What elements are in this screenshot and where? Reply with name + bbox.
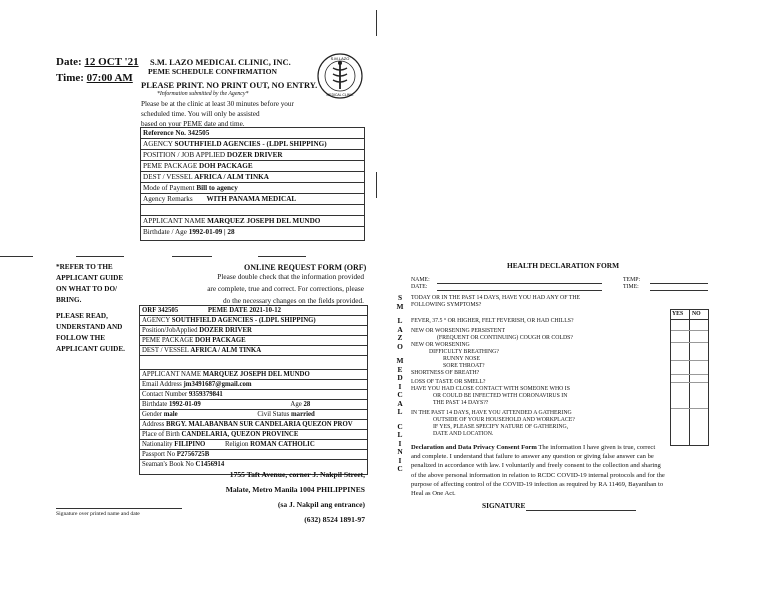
symptom-item: RUNNY NOSE	[443, 356, 480, 362]
signature-input-line	[526, 510, 636, 511]
symptom-item: SORE THROAT?	[443, 363, 485, 369]
orf-religion-label: Religion	[224, 441, 249, 448]
orf-birth-label: Birthdate	[142, 401, 168, 408]
symptom-item: NEW OR WORSENING	[411, 342, 470, 348]
seal-bottom-text: MEDICAL CLINIC	[326, 93, 354, 97]
vertical-letter: A	[397, 324, 403, 334]
print-notice: PLEASE PRINT. NO PRINT OUT, NO ENTRY.	[141, 80, 318, 90]
symptom-item: SHORTNESS OF BREATH?	[411, 370, 480, 376]
orf-civil-label: Civil Status	[257, 411, 290, 418]
vertical-letter: A	[397, 398, 403, 408]
orf-blank-row	[140, 356, 367, 370]
orf-intro-line: are complete, true and correct. For corrections, please	[207, 284, 364, 293]
guide-line: ON WHAT TO DO/	[56, 285, 118, 293]
dest-label: DEST / VESSEL	[143, 173, 193, 181]
symptom-item: FEVER, 37.5 ° OR HIGHER, FELT FEVERISH, OR HAD CHILLS?	[411, 318, 574, 324]
orf-position-value: DOZER DRIVER	[199, 327, 252, 334]
vertical-letter: C	[397, 421, 403, 431]
orf-position-row	[140, 326, 367, 336]
time-value: 07:00 AM	[86, 72, 133, 84]
orf-position-label: Position/JobApplied	[142, 327, 198, 334]
instruction-line: based on your PEME date and time.	[141, 120, 245, 128]
orf-contact-row	[140, 390, 367, 400]
address-line: (sa J. Nakpil ang entrance)	[277, 500, 365, 509]
vertical-letter: I	[398, 455, 402, 465]
payment-value: Bill to agency	[196, 184, 238, 192]
agency-value: SOUTHFIELD AGENCIES - (LDPL SHIPPING)	[174, 140, 327, 148]
date-field	[56, 56, 139, 68]
orf-applicant-label: APPLICANT NAME	[142, 371, 201, 378]
date-label: Date:	[56, 56, 82, 68]
consent-line: purpose of affecting control of the COVID-19 infection as required by RA 11469, Bayanihan to	[411, 480, 664, 488]
dest-value: AFRICA / ALM TINKA	[194, 173, 269, 181]
peme-date-label: PEME DATE	[207, 307, 248, 314]
remarks-row	[141, 194, 364, 205]
orf-address-value: BRGY. MALABANBAN SUR CANDELARIA QUEZON PROV	[165, 421, 353, 428]
orf-number-label: ORF	[142, 307, 157, 314]
orf-gender-label: Gender	[142, 411, 163, 418]
orf-gender-value: male	[163, 411, 178, 418]
name-input-line	[437, 283, 602, 284]
vertical-letter: M	[396, 356, 404, 365]
address-line: (632) 8524 1891-97	[304, 515, 365, 524]
yes-no-row-line	[671, 374, 708, 375]
symptom-list	[411, 318, 575, 438]
date-label-hd: DATE:	[411, 284, 428, 290]
symptom-item: (FREQUENT OR CONTINUING) COUGH OR COLDS?	[437, 335, 573, 341]
consent-line: Heal as One Act.	[411, 490, 456, 498]
time-field	[56, 72, 133, 84]
signature-label: SIGNATURE	[482, 501, 526, 510]
symptom-item: HAVE YOU HAD CLOSE CONTACT WITH SOMEONE WHO IS	[411, 386, 570, 392]
orf-passport-row	[140, 450, 367, 460]
orf-nationality-value: FILIPINO	[174, 441, 206, 448]
vertical-letter: I	[398, 438, 402, 448]
symptom-item: OR COULD BE INFECTED WITH CORONAVIRUS IN	[433, 393, 568, 399]
yes-no-row-line	[671, 360, 708, 361]
birth-value: 1992-01-09 | 28	[188, 228, 235, 236]
symptom-item: IN THE PAST 14 DAYS, HAVE YOU ATTENDED A GATHERING	[411, 410, 572, 416]
question-line: TODAY OR IN THE PAST 14 DAYS, HAVE YOU HAD ANY OF THE	[411, 295, 581, 301]
consent-title: Declaration and Data Privacy Consent Form	[411, 444, 537, 451]
orf-applicant-row	[140, 370, 367, 380]
schedule-box	[140, 127, 365, 241]
orf-pob-label: Place of Birth	[142, 431, 180, 438]
orf-pob-value: CANDELARIA, QUEZON PROVINCE	[181, 431, 299, 438]
symptom-item: OUTSIDE OF YOUR HOUSEHOLD AND WORKPLACE?	[433, 417, 575, 423]
vertical-letter: L	[397, 430, 403, 439]
orf-email-label: Email Address	[142, 381, 182, 388]
position-row	[141, 150, 364, 161]
orf-agency-row	[140, 316, 367, 326]
orf-intro	[192, 271, 364, 307]
consent-line: penalized in accordance with law. I voluntarily and freely consent to the collection and sharing	[411, 462, 661, 470]
agency-label: AGENCY	[143, 140, 173, 148]
schedule-title: PEME SCHEDULE CONFIRMATION	[148, 67, 277, 76]
vertical-letter: C	[397, 390, 403, 399]
instruction-line: scheduled time. You will only be assisted	[141, 110, 260, 118]
orf-seaman-label: Seaman's Book No	[142, 461, 194, 468]
vertical-letter: L	[397, 316, 403, 325]
address-line: 1755 Taft Avenue, corner J. Nakpil Street,	[229, 470, 365, 479]
orf-gender-row	[140, 410, 367, 420]
symptom-item: LOSS OF TASTE OR SMELL?	[411, 379, 486, 385]
orf-applicant-value: MARQUEZ JOSEPH DEL MUNDO	[202, 371, 310, 378]
remarks-value: WITH PANAMA MEDICAL	[206, 195, 297, 203]
vertical-letter: E	[397, 364, 403, 374]
package-label: PEME PACKAGE	[143, 162, 198, 170]
fold-line	[376, 10, 377, 36]
birth-row	[141, 227, 364, 238]
yes-no-row-line	[671, 330, 708, 331]
consent-line: and complete. I understand that failure to answer any question or giving false answer can be	[411, 453, 654, 461]
time-label: Time:	[56, 72, 84, 84]
yes-header: YES	[672, 311, 684, 317]
yes-no-row-line	[671, 319, 708, 320]
peme-date-value: 2021-10-12	[249, 307, 282, 314]
consent-line: of the above personal information in relation to RCDC COVID-19 internal protocols and for the	[411, 471, 665, 479]
guide-line: UNDERSTAND AND	[56, 323, 123, 331]
orf-religion-value: ROMAN CATHOLIC	[250, 441, 315, 448]
question-line: FOLLOWING SYMPTOMS?	[411, 302, 482, 308]
orf-dest-value: AFRICA / ALM TINKA	[190, 347, 262, 354]
vertical-letter: C	[397, 464, 403, 473]
vertical-letter: N	[397, 447, 403, 456]
symptom-item: NEW OR WORSENING PERSISTENT	[411, 328, 505, 334]
time-label-hd: TIME:	[623, 284, 639, 290]
consent-paragraph	[411, 443, 665, 498]
reference-value: 342505	[187, 129, 210, 137]
guide-line: APPLICANT GUIDE.	[56, 345, 125, 353]
payment-label: Mode of Payment	[143, 184, 195, 192]
applicant-label: APPLICANT NAME	[143, 217, 206, 225]
orf-package-row	[140, 336, 367, 346]
position-value: DOZER DRIVER	[226, 151, 283, 159]
birth-label: Birthdate / Age	[143, 228, 187, 236]
cut-line	[0, 256, 33, 257]
cut-line	[258, 256, 306, 257]
position-label: POSITION / JOB APPLIED	[143, 151, 226, 159]
date-input-line	[437, 290, 602, 291]
orf-number-value: 342505	[157, 307, 179, 314]
temp-input-line	[650, 283, 708, 284]
vertical-clinic-name	[396, 294, 404, 474]
date-value: 12 OCT '21	[84, 56, 139, 68]
orf-nationality-label: Nationality	[142, 441, 173, 448]
read-guide-text	[56, 311, 125, 355]
dest-row	[141, 172, 364, 183]
blank-row	[141, 205, 364, 216]
yes-no-row-line	[671, 408, 708, 409]
orf-nationality-row	[140, 440, 367, 450]
orf-contact-value: 9359379841	[188, 391, 223, 398]
vertical-letter: O	[397, 341, 403, 351]
name-label: NAME:	[411, 277, 430, 283]
orf-agency-label: AGENCY	[142, 317, 171, 324]
orf-passport-value: P2756725B	[176, 451, 210, 458]
symptom-item: THE PAST 14 DAYS??	[433, 400, 489, 406]
vertical-letter: S	[397, 293, 403, 302]
vertical-letter: Z	[397, 333, 403, 342]
seal-top-text: S.M.LAZO	[330, 56, 350, 61]
time-input-line	[650, 290, 708, 291]
consent-line: The information I have given is true, correct	[538, 444, 656, 451]
vertical-letter: I	[398, 381, 402, 391]
yes-no-row-line	[671, 382, 708, 383]
symptom-item: DATE AND LOCATION.	[433, 431, 494, 437]
vertical-letter: M	[396, 301, 404, 311]
guide-line: BRING.	[56, 296, 82, 304]
agency-row	[141, 139, 364, 150]
orf-address-row	[140, 420, 367, 430]
clinic-instructions	[141, 99, 294, 129]
fold-line	[376, 172, 377, 198]
guide-line: APPLICANT GUIDE	[56, 274, 124, 282]
orf-email-value: jm3491687@gmail.com	[183, 381, 252, 388]
orf-birth-value: 1992-01-09	[169, 401, 201, 408]
orf-package-value: DOH PACKAGE	[195, 337, 246, 344]
orf-email-row	[140, 380, 367, 390]
signature-line	[56, 508, 182, 509]
vertical-letter: L	[397, 407, 403, 416]
clinic-address	[200, 467, 365, 527]
cut-line	[76, 256, 124, 257]
reference-label: Reference No.	[143, 129, 186, 137]
guide-line: *REFER TO THE	[56, 263, 113, 271]
orf-age-label: Age	[290, 401, 302, 408]
symptom-item: IF YES, PLEASE SPECIFY NATURE OF GATHERING,	[433, 424, 569, 430]
orf-table	[139, 305, 368, 475]
symptom-question	[411, 295, 580, 309]
clinic-seal-icon	[316, 52, 364, 100]
orf-civil-value: married	[291, 411, 315, 418]
orf-pob-row	[140, 430, 367, 440]
orf-intro-line: Please double check that the information provided	[217, 272, 364, 281]
clinic-name: S.M. LAZO MEDICAL CLINIC, INC.	[150, 57, 291, 67]
applicant-value: MARQUEZ JOSEPH DEL MUNDO	[207, 217, 321, 225]
orf-birth-row	[140, 400, 367, 410]
orf-intro-line: do the necessary changes on the fields provided.	[222, 296, 364, 305]
guide-line: FOLLOW THE	[56, 334, 106, 342]
orf-contact-label: Contact Number	[142, 391, 188, 398]
reference-row	[141, 128, 364, 139]
package-value: DOH PACKAGE	[199, 162, 253, 170]
orf-package-label: PEME PACKAGE	[142, 337, 194, 344]
orf-passport-label: Passport No	[142, 451, 176, 458]
guide-line: PLEASE READ,	[56, 312, 108, 320]
cut-line	[172, 256, 212, 257]
no-header: NO	[692, 311, 701, 317]
yes-no-row-line	[671, 342, 708, 343]
signature-caption: Signature over printed name and date	[56, 511, 140, 517]
temp-label: TEMP:	[623, 277, 641, 283]
orf-agency-value: SOUTHFIELD AGENCIES - (LDPL SHIPPING)	[171, 317, 316, 324]
applicant-row	[141, 216, 364, 227]
orf-address-label: Address	[142, 421, 165, 428]
orf-dest-row	[140, 346, 367, 356]
vertical-letter: D	[397, 373, 403, 382]
orf-dest-label: DEST / VESSEL	[142, 347, 189, 354]
health-title: HEALTH DECLARATION FORM	[507, 261, 620, 270]
remarks-label: Agency Remarks	[143, 195, 193, 203]
agency-note: *Information submitted by the Agency*	[157, 91, 249, 97]
instruction-line: Please be at the clinic at least 30 minutes before your	[141, 100, 294, 108]
orf-number-row	[140, 306, 367, 316]
orf-age-value: 28	[303, 401, 311, 408]
yes-no-table	[670, 309, 709, 446]
orf-title: ONLINE REQUEST FORM (ORF)	[244, 263, 367, 272]
symptom-item: DIFFICULTY BREATHING?	[429, 349, 499, 355]
payment-row	[141, 183, 364, 194]
address-line: Malate, Metro Manila 1004 PHILIPPINES	[225, 485, 365, 494]
orf-seaman-value: C1456914	[195, 461, 225, 468]
package-row	[141, 161, 364, 172]
refer-guide-text	[56, 262, 123, 306]
